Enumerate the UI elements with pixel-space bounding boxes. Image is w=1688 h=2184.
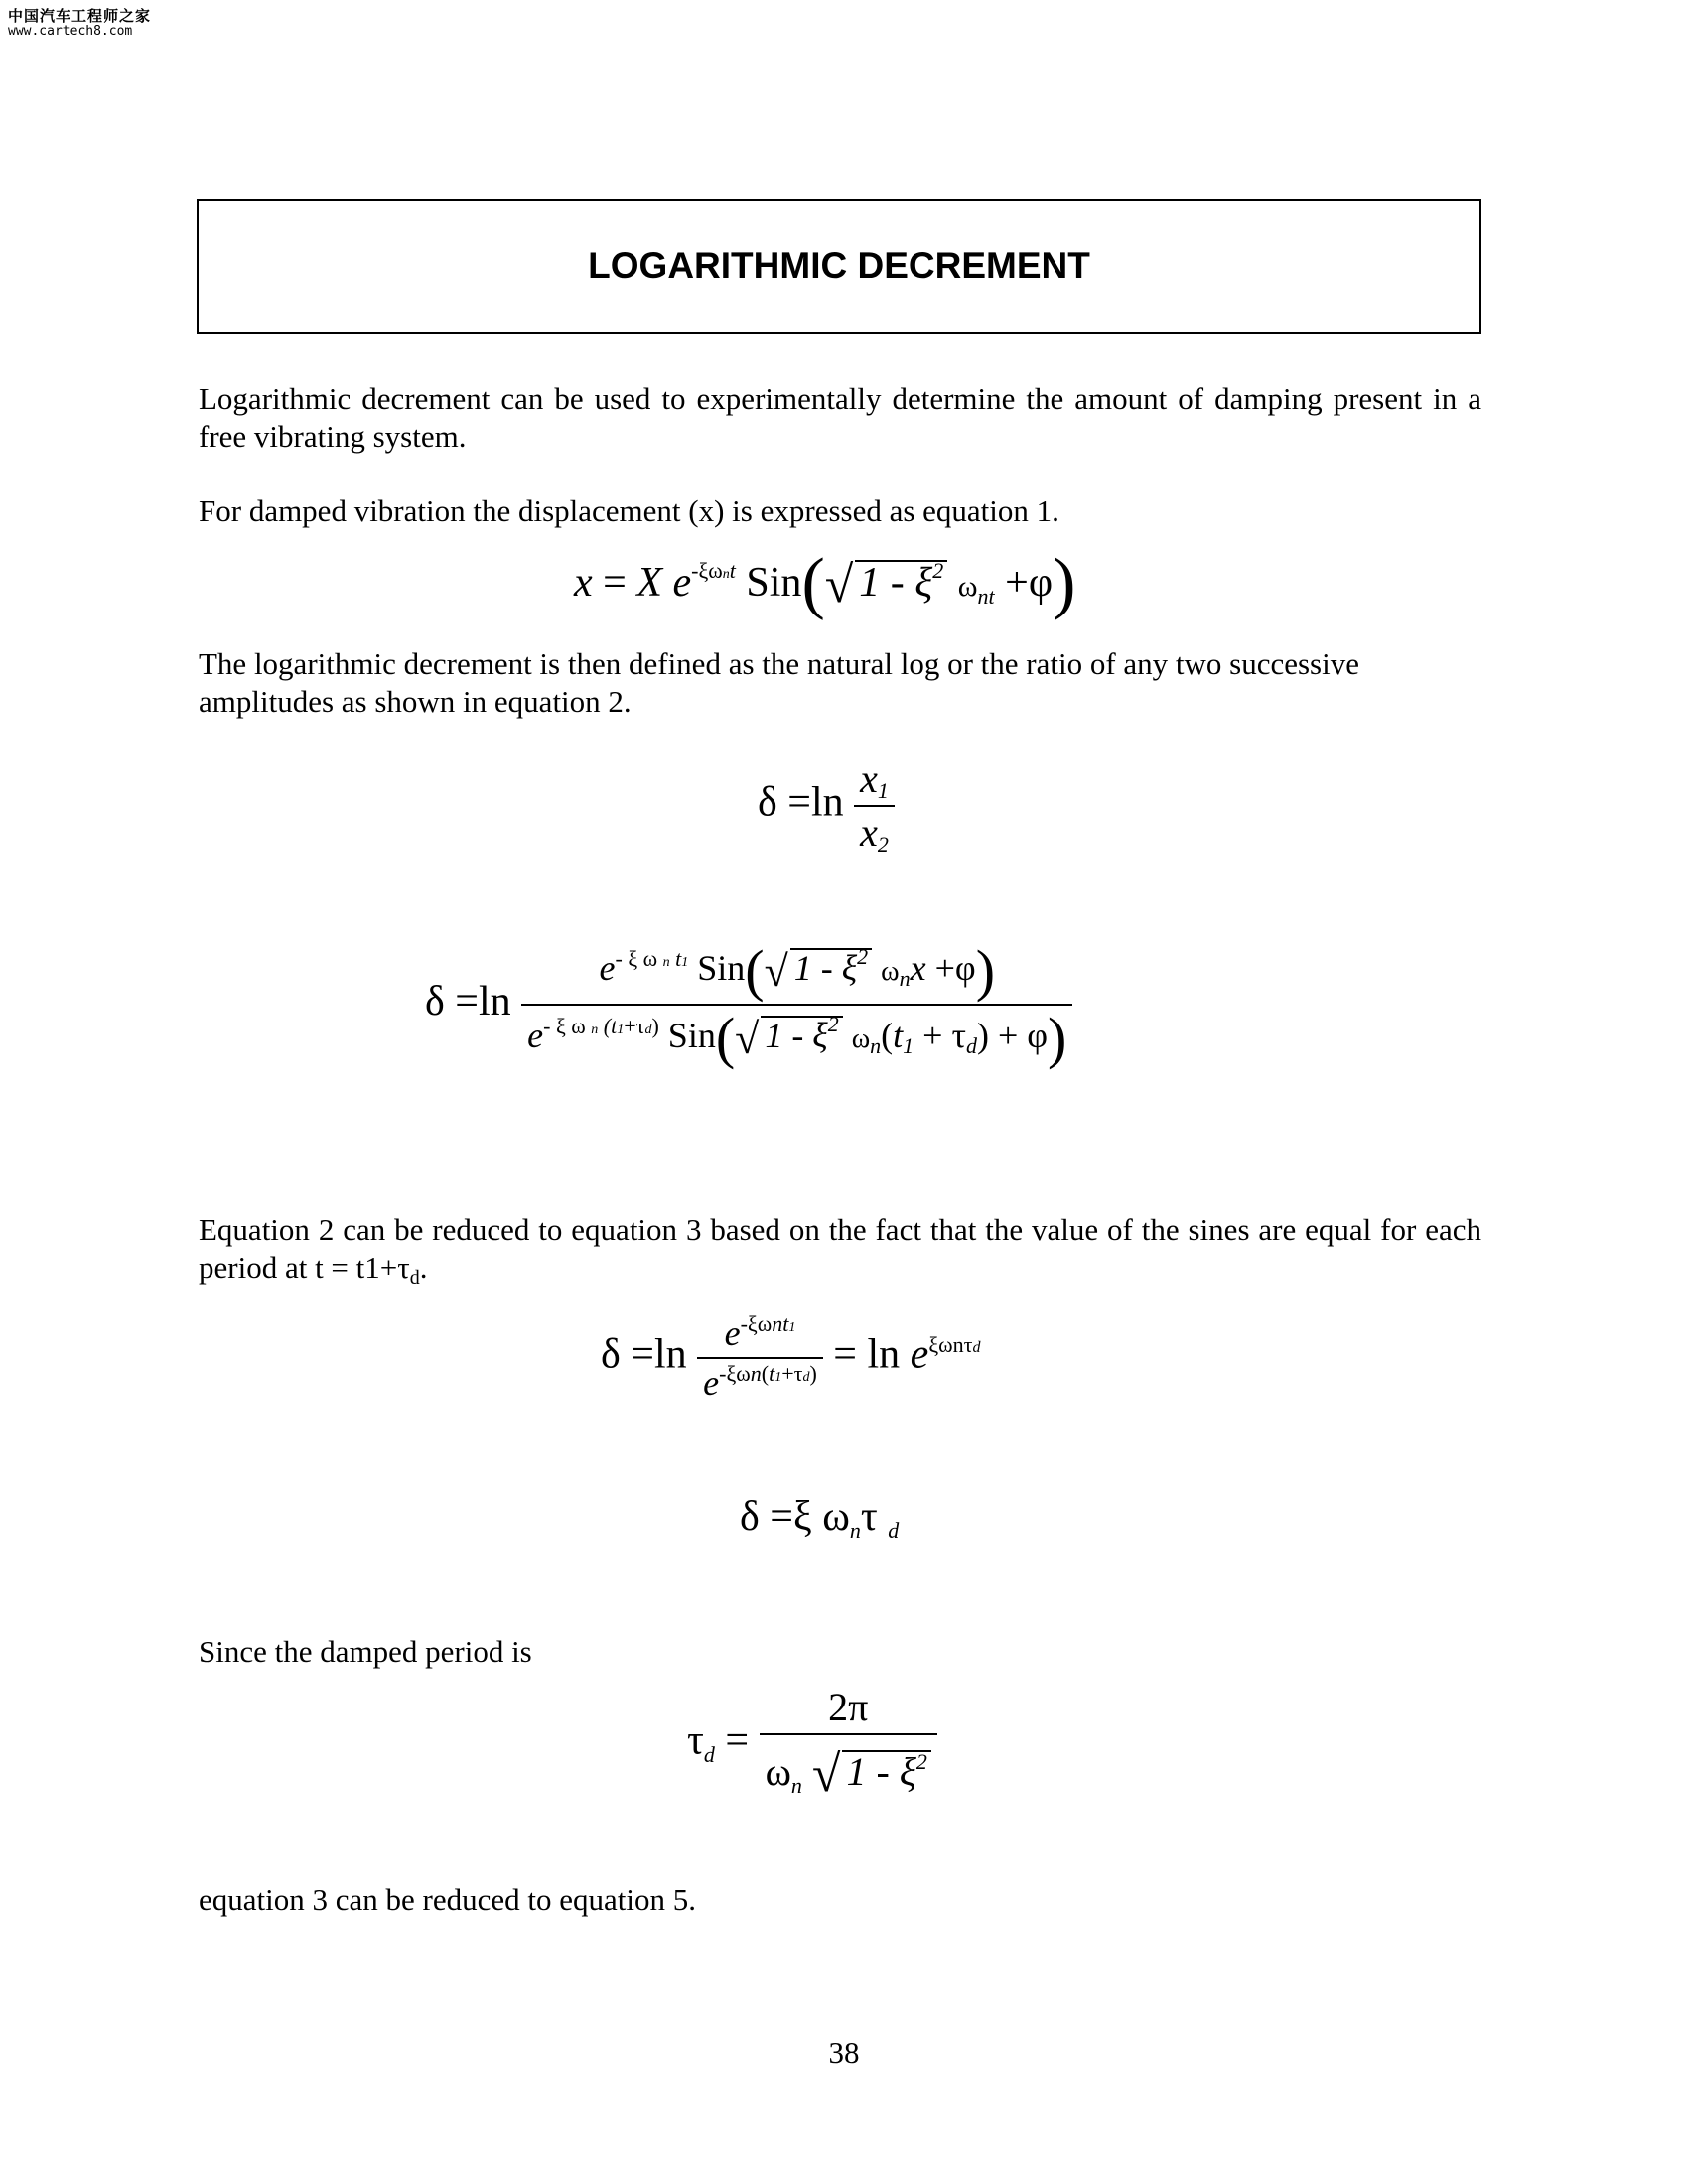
- equation-2b: δ =ln $\frac{e^{- \xi \omega n t1} Sin(√ 1 - \xi^2 \omega nx +\varphi)}{e^{- \xi \omega n (t1+\tau d)} Sin(√ 1 - \xi^2 \omega n(t1 + \tau d) + \varphi)}$: [425, 948, 1072, 1062]
- watermark-url: www.cartech8.com: [8, 24, 133, 40]
- equation1-intro: For damped vibration the displacement (x) is expressed as equation 1.: [199, 493, 1059, 528]
- watermark-site-name: 中国汽车工程师之家: [8, 7, 152, 25]
- equation3-intro: Equation 2 can be reduced to equation 3 based on the fact that the value of the sines are equal for each period at t = t1+τd.: [199, 1212, 1481, 1289]
- log-decrement-definition: The logarithmic decrement is then defined as the natural log or the ratio of any two successive amplitudes as shown in equation 2.: [199, 646, 1359, 719]
- equation5-intro: equation 3 can be reduced to equation 5.: [199, 1882, 696, 1917]
- intro-paragraph: Logarithmic decrement can be used to experimentally determine the amount of damping present in a free vibrating system.: [199, 381, 1481, 454]
- damped-period-equation: τd = $\frac{2\pi}{\omega_n √ 1 - \xi^2}$: [687, 1688, 937, 1801]
- page-title: LOGARITHMIC DECREMENT: [588, 245, 1090, 286]
- equation-3: δ =ln $\frac{e^{-\xi\omega nt1}}{e^{-\xi\omega n(t1+\tau d)}}$ = $\ln e^{\xi\omega n\tau d}$: [601, 1311, 981, 1403]
- page-number: 38: [828, 2035, 860, 2070]
- equation-4: δ =ξ ωnτ d: [740, 1494, 900, 1543]
- damped-period-intro: Since the damped period is: [199, 1634, 532, 1669]
- equation-2a: δ =ln $\frac{x1}{x2}$: [758, 759, 895, 853]
- watermark: [8, 8, 151, 40]
- title-box: [197, 199, 1481, 334]
- equation-1: x = X $e^{-\xi\omega nt}$ Sin(√ $1 - \xi^2$ ωnt +φ): [574, 545, 1076, 621]
